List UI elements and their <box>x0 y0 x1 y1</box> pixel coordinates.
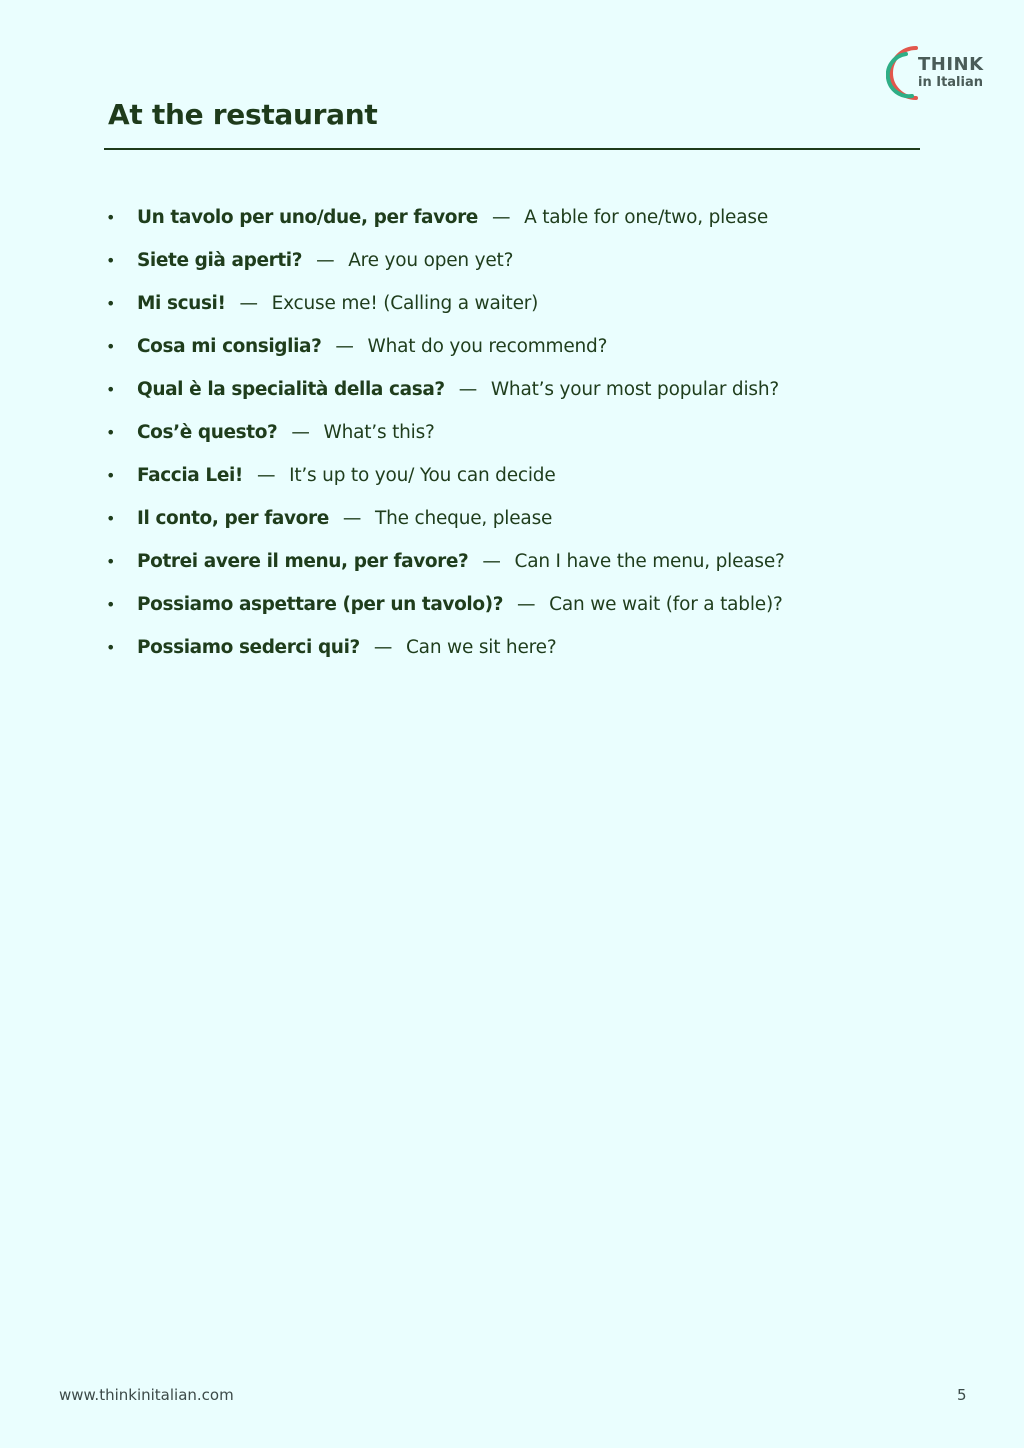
english-translation: The cheque, please <box>374 508 553 529</box>
phrase-line <box>137 630 556 666</box>
logo-think-text: THINK <box>918 54 984 75</box>
page-title: At the restaurant <box>108 98 378 131</box>
english-translation: Can I have the menu, please? <box>514 551 785 572</box>
bullet-icon: • <box>106 509 116 528</box>
bullet-icon: • <box>106 251 116 270</box>
italian-phrase: Qual è la specialità della casa? <box>137 379 445 400</box>
em-dash-separator: — <box>491 207 511 228</box>
phrase-line <box>137 587 783 623</box>
bullet-icon: • <box>106 337 116 356</box>
em-dash-separator: — <box>373 637 392 658</box>
phrase-line <box>137 243 513 279</box>
em-dash-separator: — <box>517 594 536 615</box>
english-translation: Are you open yet? <box>348 250 514 271</box>
italian-phrase: Possiamo aspettare (per un tavolo)? <box>137 594 504 615</box>
page-number: 5 <box>957 1386 967 1404</box>
footer-url: www.thinkinitalian.com <box>59 1386 234 1404</box>
italian-phrase: Siete già aperti? <box>137 250 303 271</box>
italian-phrase: Mi scusi! <box>137 293 226 314</box>
bullet-icon: • <box>106 466 116 485</box>
bullet-icon: • <box>106 595 116 614</box>
english-translation: A table for one/two, please <box>524 207 768 228</box>
em-dash-separator: — <box>335 336 354 357</box>
phrase-line <box>137 200 768 236</box>
em-dash-separator: — <box>239 293 258 314</box>
italian-phrase: Potrei avere il menu, per favore? <box>137 551 469 572</box>
em-dash-separator: — <box>342 508 361 529</box>
english-translation: It’s up to you/ You can decide <box>289 465 556 486</box>
logo-in-italian-text: in Italian <box>918 75 983 90</box>
phrase-line <box>137 329 607 365</box>
italian-phrase: Faccia Lei! <box>137 465 243 486</box>
italian-phrase: Cos’è questo? <box>137 422 278 443</box>
phrase-line <box>137 458 556 494</box>
title-divider <box>104 148 920 150</box>
phrase-line <box>137 501 552 537</box>
english-translation: What do you recommend? <box>367 336 608 357</box>
bullet-icon: • <box>106 208 116 227</box>
italian-phrase: Possiamo sederci qui? <box>137 637 360 658</box>
english-translation: Can we wait (for a table)? <box>549 594 783 615</box>
italian-phrase: Un tavolo per uno/due, per favore <box>137 207 478 228</box>
english-translation: Excuse me! (Calling a waiter) <box>271 293 539 314</box>
english-translation: What’s this? <box>323 422 435 443</box>
phrase-line <box>137 544 785 580</box>
english-translation: What’s your most popular dish? <box>490 379 780 400</box>
bullet-icon: • <box>106 380 116 399</box>
em-dash-separator: — <box>458 379 477 400</box>
italian-phrase: Cosa mi consiglia? <box>137 336 322 357</box>
bullet-icon: • <box>106 638 116 657</box>
em-dash-separator: — <box>256 465 276 486</box>
em-dash-separator: — <box>316 250 335 271</box>
bullet-icon: • <box>106 552 116 571</box>
bullet-icon: • <box>106 294 116 313</box>
italian-phrase: Il conto, per favore <box>137 508 329 529</box>
phrase-line <box>137 372 779 408</box>
em-dash-separator: — <box>482 551 501 572</box>
bullet-icon: • <box>106 423 116 442</box>
english-translation: Can we sit here? <box>405 637 557 658</box>
think-in-italian-logo <box>886 40 986 106</box>
phrase-line <box>137 415 435 451</box>
phrase-line <box>137 286 538 322</box>
em-dash-separator: — <box>291 422 310 443</box>
